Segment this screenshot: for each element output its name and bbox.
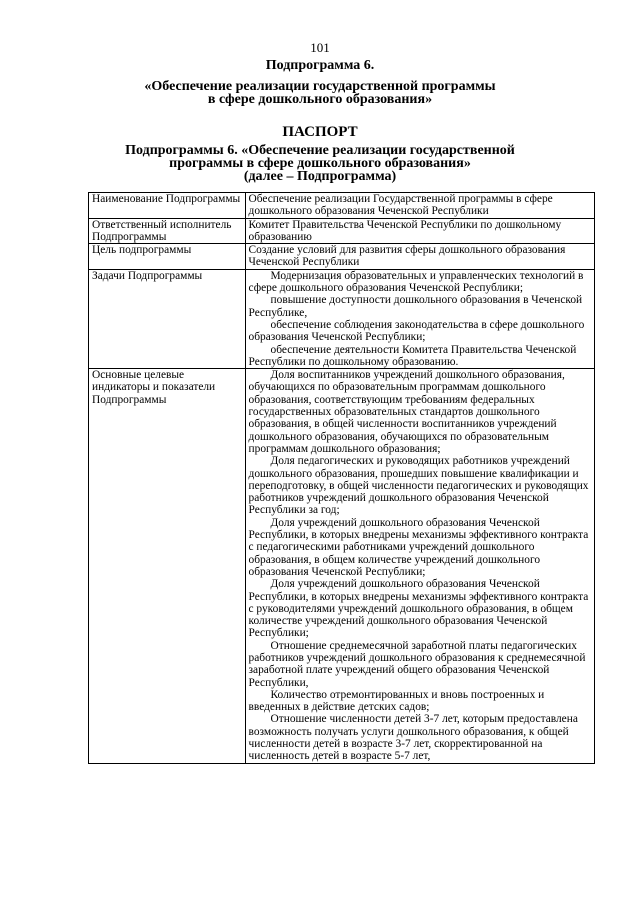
- table-row: [89, 244, 595, 270]
- page-number: 101: [310, 40, 330, 55]
- task-paragraph: Модернизация образовательных и управленческих технологий в сфере дошкольного образования Чеченской Республики;: [248, 269, 584, 295]
- task-paragraph: обеспечение соблюдения законодательства в сфере дошкольного образования Чеченской Республики;: [248, 318, 585, 344]
- indicator-paragraph: Доля педагогических и руководящих работников учреждений дошкольного образования, прошедших повышение квалификации и переподготовку, в общей численности педагогических и руководящих работников учреждений дошкольного образования Чеченской Республики за год;: [248, 455, 589, 517]
- row-value: Обеспечение реализации Государственной программы в сфере дошкольного образования Чеченской Республики: [245, 193, 594, 219]
- table-row: [89, 193, 595, 219]
- passport-title: ПАСПОРТ: [282, 124, 358, 140]
- indicator-paragraph: Отношение среднемесячной заработной платы педагогических работников учреждений дошкольного образования к среднемесячной заработной плате учреждений общего образования Чеченской Республики,: [248, 639, 586, 689]
- row-label: Задачи Подпрограммы: [89, 269, 246, 368]
- indicator-paragraph: Доля воспитанников учреждений дошкольного образования, обучающихся по образовательным программам дошкольного образования, соответствующим требованиям федеральных государственных образовательных стандартов дошкольного образования, в общей численности воспитанников учреждений дошкольного образования, обучающихся по образовательным программам дошкольного образования;: [248, 369, 565, 455]
- row-label: Основные целевые индикаторы и показатели Подпрограммы: [89, 369, 246, 764]
- task-paragraph: обеспечение деятельности Комитета Правительства Чеченской Республики по дошкольному образованию.: [248, 343, 577, 368]
- indicator-paragraph: Доля учреждений дошкольного образования Чеченской Республики, в которых внедрены механизмы эффективного контракта с руководителями учреждений дошкольного образования, в общем количестве учреждений дошкольного образования Чеченской Республики;: [248, 578, 589, 640]
- row-value: [245, 269, 594, 368]
- row-value: Создание условий для развития сферы дошкольного образования Чеченской Республики: [245, 244, 594, 270]
- subprogram-name-line-1: «Обеспечение реализации государственной программы: [144, 79, 496, 94]
- row-value: [245, 369, 594, 764]
- indicator-paragraph: Доля учреждений дошкольного образования Чеченской Республики, в которых внедрены механизмы эффективного контракта с педагогическими работниками учреждений дошкольного образования, в общем количестве учреждений дошкольного образования Чеченской Республики;: [248, 516, 589, 578]
- task-paragraph: повышение доступности дошкольного образования в Чеченской Республике,: [248, 294, 583, 319]
- passport-subtitle-line-1: Подпрограммы 6. «Обеспечение реализации государственной: [125, 143, 515, 158]
- passport-subtitle-line-3: (далее – Подпрограмма): [243, 169, 397, 184]
- passport-table: [88, 192, 595, 764]
- row-label: Цель подпрограммы: [89, 244, 246, 270]
- table-row: [89, 269, 595, 368]
- passport-subtitle-line-2: программы в сфере дошкольного образования»: [169, 156, 471, 171]
- indicator-paragraph: Количество отремонтированных и вновь построенных и введенных в действие детских садов;: [248, 688, 545, 714]
- row-label: Наименование Подпрограммы: [89, 193, 246, 219]
- table-row: [89, 218, 595, 244]
- subprogram-name-line-2: в сфере дошкольного образования»: [207, 92, 433, 107]
- row-value: Комитет Правительства Чеченской Республики по дошкольному образованию: [245, 218, 594, 244]
- row-label: Ответственный исполнитель Подпрограммы: [89, 218, 246, 244]
- subprogram-title: Подпрограмма 6.: [265, 58, 375, 73]
- table-row: [89, 369, 595, 764]
- indicator-paragraph: Отношение численности детей 3-7 лет, которым предоставлена возможность получать услуги дошкольного образования, к общей численности детей в возрасте 3-7 лет, скорректированной на численность детей в возрасте 5-7 лет,: [248, 713, 578, 763]
